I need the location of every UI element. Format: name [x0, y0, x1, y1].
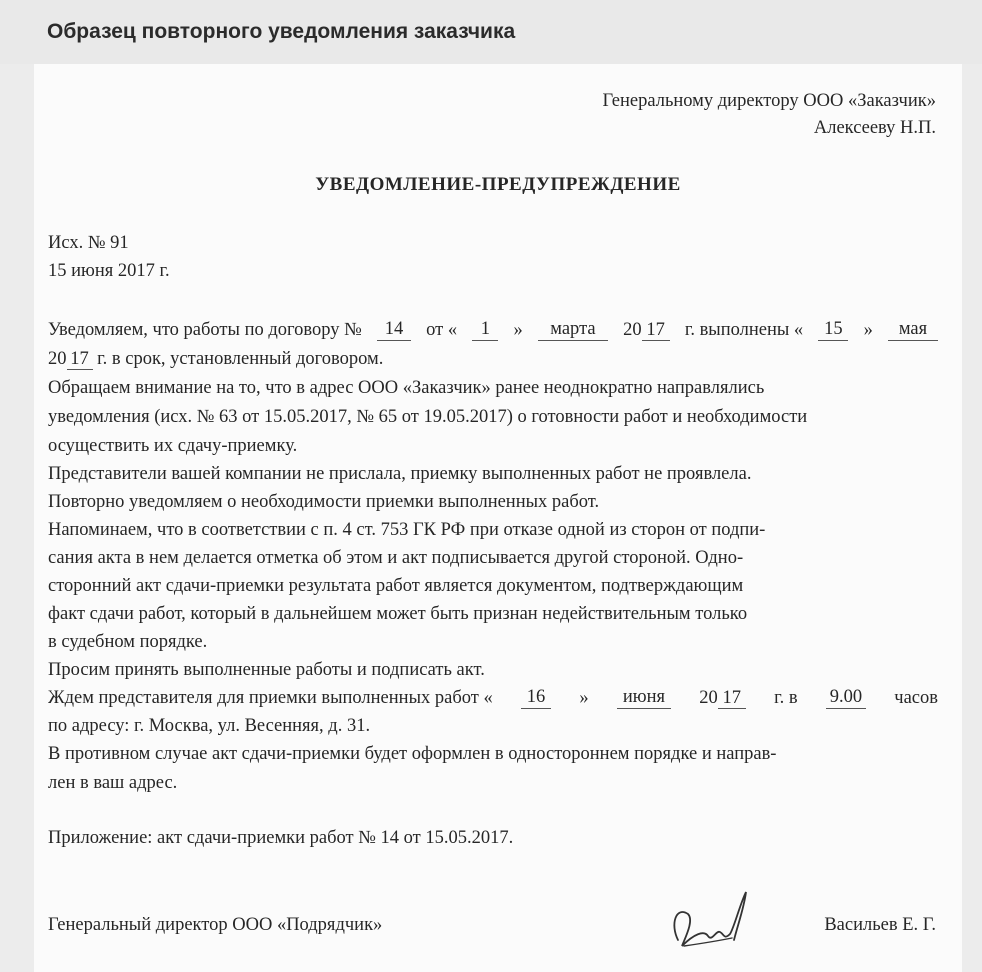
- attachment-line: Приложение: акт сдачи-приемки работ № 14 от 15.05.2017.: [48, 828, 514, 848]
- p1-day: 1: [472, 319, 498, 341]
- body-line-7: сания акта в нем делается отметка об этом и акт подписывается другой стороной. Одно-: [48, 548, 744, 568]
- addressee-line-2: Алексееву Н.П.: [813, 118, 936, 138]
- closing-line-1: В противном случае акт сдачи-приемки будет оформлен в одностороннем порядке и направ-: [48, 744, 777, 764]
- paragraph-wait-line-2: по адресу: г. Москва, ул. Весенняя, д. 31.: [48, 716, 371, 736]
- p1-text-1: Уведомляем, что работы по договору №: [48, 320, 362, 340]
- addressee-line-1: Генеральному директору ООО «Заказчик»: [602, 91, 936, 111]
- p1-done-year-prefix: 20: [48, 349, 67, 369]
- wait-text-4: часов: [894, 688, 938, 708]
- wait-text-3: г. в: [774, 688, 798, 708]
- body-line-8: сторонний акт сдачи-приемки результата работ является документом, подтверждающим: [48, 576, 744, 596]
- paragraph-1-line-1: [48, 319, 938, 341]
- p1-text-4: г. выполнены «: [684, 320, 804, 340]
- p1-contract-no: 14: [377, 319, 411, 341]
- p1-month: марта: [538, 319, 608, 341]
- body-line-9: факт сдачи работ, который в дальнейшем может быть признан недействительным только: [48, 604, 748, 624]
- wait-text-1: Ждем представителя для приемки выполненных работ «: [48, 688, 493, 708]
- body-line-10: в судебном порядке.: [48, 632, 208, 652]
- wait-year: 17: [718, 688, 746, 709]
- p1-text-5: »: [863, 320, 873, 340]
- signatory-name: Васильев Е. Г.: [824, 915, 936, 935]
- body-line-1: Обращаем внимание на то, что в адрес ООО «Заказчик» ранее неоднократно направлялись: [48, 378, 765, 398]
- p1-text-6: г. в срок, установленный договором.: [97, 349, 384, 369]
- p1-year: 17: [642, 320, 670, 341]
- p1-text-2: от «: [426, 320, 458, 340]
- document-sheet: [34, 64, 962, 972]
- paragraph-wait-line-1: [48, 687, 938, 709]
- outgoing-date: 15 июня 2017 г.: [48, 261, 170, 281]
- closing-line-2: лен в ваш адрес.: [48, 773, 178, 793]
- p1-year-prefix: 20: [623, 320, 642, 340]
- document-title: УВЕДОМЛЕНИЕ-ПРЕДУПРЕЖДЕНИЕ: [315, 174, 681, 195]
- outgoing-number: Исх. № 91: [48, 233, 129, 253]
- body-line-5: Повторно уведомляем о необходимости приемки выполненных работ.: [48, 492, 600, 512]
- wait-day: 16: [521, 687, 551, 709]
- handwritten-signature: [664, 884, 754, 964]
- paragraph-1-line-2: [48, 348, 383, 370]
- p1-done-year: 17: [67, 349, 93, 370]
- wait-text-2: »: [579, 688, 589, 708]
- body-line-2: уведомления (исх. № 63 от 15.05.2017, № 65 от 19.05.2017) о готовности работ и необходимости: [48, 407, 808, 427]
- body-line-4: Представители вашей компании не прислала, приемку выполненных работ не проявлела.: [48, 464, 752, 484]
- body-line-6: Напоминаем, что в соответствии с п. 4 ст. 753 ГК РФ при отказе одной из сторон от подпи-: [48, 520, 766, 540]
- p1-done-day: 15: [818, 319, 848, 341]
- wait-year-prefix: 20: [699, 688, 718, 708]
- body-line-11: Просим принять выполненные работы и подписать акт.: [48, 660, 485, 680]
- p1-done-month: мая: [888, 319, 938, 341]
- p1-text-3: »: [513, 320, 523, 340]
- page-title: Образец повторного уведомления заказчика: [47, 20, 516, 43]
- header-bar: [0, 0, 982, 64]
- wait-time: 9.00: [826, 687, 866, 709]
- signatory-position: Генеральный директор ООО «Подрядчик»: [48, 915, 383, 935]
- body-line-3: осуществить их сдачу-приемку.: [48, 436, 298, 456]
- wait-month: июня: [617, 687, 671, 709]
